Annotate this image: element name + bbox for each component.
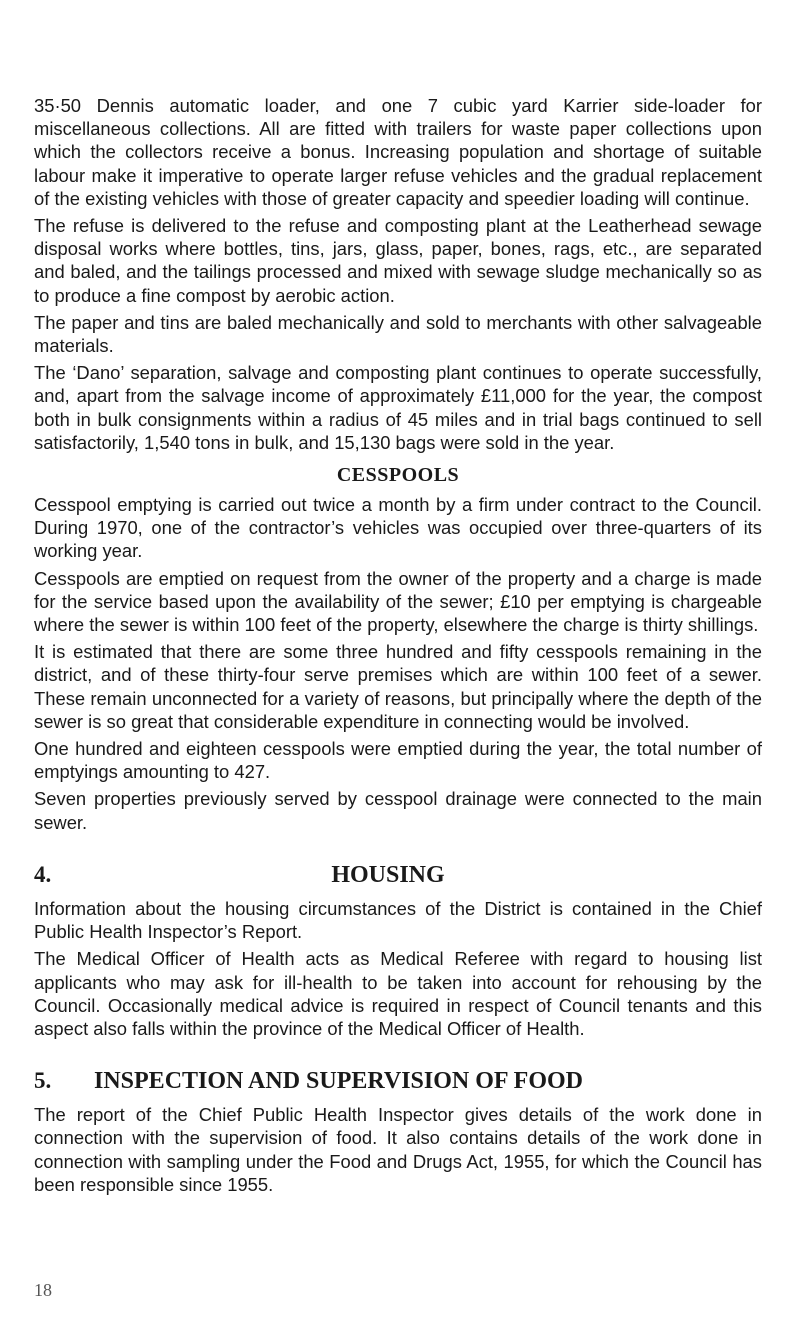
housing-title: HOUSING	[331, 861, 445, 888]
intro-paragraph-1: 35·50 Dennis automatic loader, and one 7 cubic yard Karrier side-loader for miscellaneous collections. All are fitted with trailers for waste paper collections upon which the collectors receive a bonus. Increasing population and shortage of suitable labour make it imperative to operate larger refuse vehicles and the gradual replacement of the existing vehicles with those of greater capacity and speedier loading will continue.	[34, 95, 762, 209]
housing-heading	[34, 862, 762, 889]
cesspools-paragraph-3: It is estimated that there are some three hundred and fifty cesspools remaining in the district, and of these thirty-four serve premises which are within 100 feet of a sewer. These remain unconnected for a variety of reasons, but principally where the depth of the sewer is so great that considerable expenditure in connecting would be involved.	[34, 641, 762, 732]
intro-paragraph-3: The paper and tins are baled mechanically and sold to merchants with other salvageable materials.	[34, 311, 762, 357]
cesspools-paragraph-1: Cesspool emptying is carried out twice a month by a firm under contract to the Council. During 1970, one of the contractor’s vehicles was occupied over three-quarters of its working year.	[34, 494, 762, 562]
housing-paragraph-2: The Medical Officer of Health acts as Medical Referee with regard to housing list applicants who may ask for ill-health to be taken into account for rehousing by the Council. Occasionally medical advice is required in respect of Council tenants and this aspect also falls within the province of the Medical Officer of Health.	[34, 948, 762, 1039]
cesspools-paragraph-5: Seven properties previously served by cesspool drainage were connected to the main sewer.	[34, 788, 762, 833]
page-number: 18	[34, 1280, 52, 1300]
intro-paragraph-4: The ‘Dano’ separation, salvage and composting plant continues to operate successfully, and, apart from the salvage income of approximately £11,000 for the year, the compost both in bulk consignments within a radius of 45 miles and in trial bags continued to sell satisfactorily, 1,540 tons in bulk, and 15,130 bags were sold in the year.	[34, 362, 762, 453]
intro-paragraph-2: The refuse is delivered to the refuse and composting plant at the Leatherhead sewage disposal works where bottles, tins, jars, glass, paper, bones, rags, etc., are separated and baled, and the tailings processed and mixed with sewage sludge mechanically so as to produce a fine compost by aerobic action.	[34, 215, 762, 306]
food-paragraph-1: The report of the Chief Public Health Inspector gives details of the work done in connection with the supervision of food. It also contains details of the work done in connection with sampling under the Food and Drugs Act, 1955, for which the Council has been responsible since 1955.	[34, 1104, 762, 1195]
food-title: INSPECTION AND SUPERVISION OF FOOD	[94, 1068, 583, 1095]
housing-section-number: 4.	[34, 861, 52, 887]
cesspools-paragraph-2: Cesspools are emptied on request from the owner of the property and a charge is made for the service based upon the availability of the sewer; £10 per emptying is chargeable where the sewer is within 100 feet of the property, elsewhere the charge is thirty shillings.	[34, 567, 762, 636]
food-section-number: 5.	[34, 1068, 52, 1094]
cesspools-paragraph-4: One hundred and eighteen cesspools were emptied during the year, the total number of emptyings amounting to 427.	[34, 738, 762, 783]
housing-paragraph-1: Information about the housing circumstances of the District is contained in the Chief Public Health Inspector’s Report.	[34, 897, 762, 943]
cesspools-heading: CESSPOOLS	[336, 464, 460, 487]
food-heading	[34, 1068, 762, 1095]
document-page	[34, 94, 762, 1200]
